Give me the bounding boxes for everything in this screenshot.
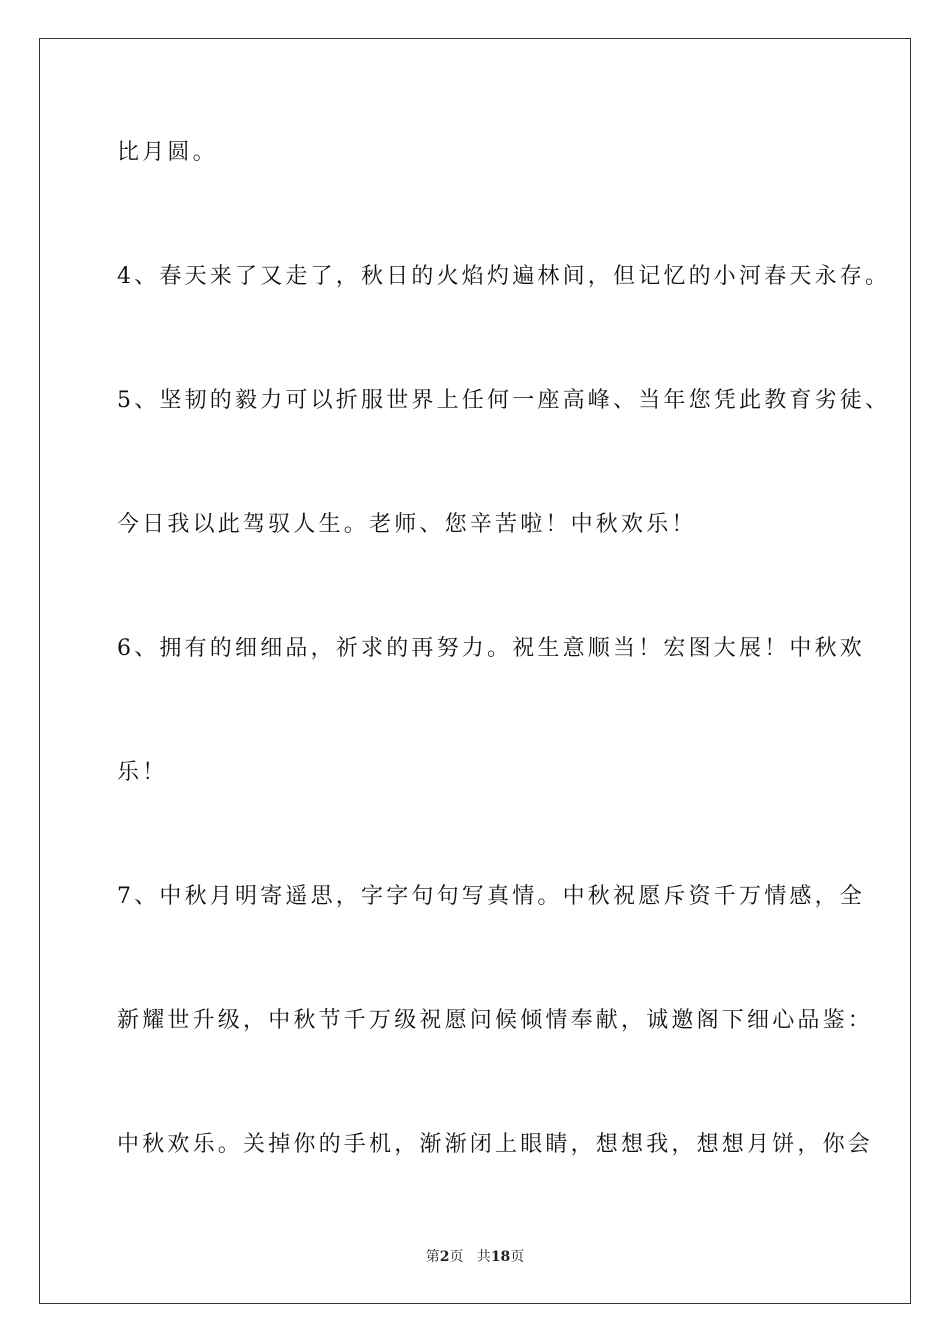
body-line-5: 6、拥有的细细品，祈求的再努力。祝生意顺当！宏图大展！中秋欢 [117,636,865,661]
body-line-4: 今日我以此驾驭人生。老师、您辛苦啦！中秋欢乐！ [117,512,697,537]
body-line-2: 4、春天来了又走了，秋日的火焰灼遍林间，但记忆的小河春天永存。 [117,264,891,289]
footer-middle: 页 共 [449,1249,491,1265]
footer-page-number: 2 [439,1249,450,1265]
body-line-8: 新耀世升级，中秋节千万级祝愿问候倾情奉献，诚邀阁下细心品鉴： [117,1008,874,1033]
page-footer [0,1247,950,1267]
body-line-1: 比月圆。 [117,140,218,165]
footer-total-pages: 18 [490,1249,511,1265]
footer-suffix: 页 [510,1249,525,1265]
body-line-9: 中秋欢乐。关掉你的手机，渐渐闭上眼睛，想想我，想想月饼，你会 [117,1132,874,1157]
body-line-6: 乐！ [117,760,168,785]
footer-prefix: 第 [425,1249,440,1265]
body-line-7: 7、中秋月明寄遥思，字字句句写真情。中秋祝愿斥资千万情感，全 [117,884,865,909]
body-line-3: 5、坚韧的毅力可以折服世界上任何一座高峰、当年您凭此教育劣徒、 [117,388,891,413]
page-border [39,38,911,1304]
